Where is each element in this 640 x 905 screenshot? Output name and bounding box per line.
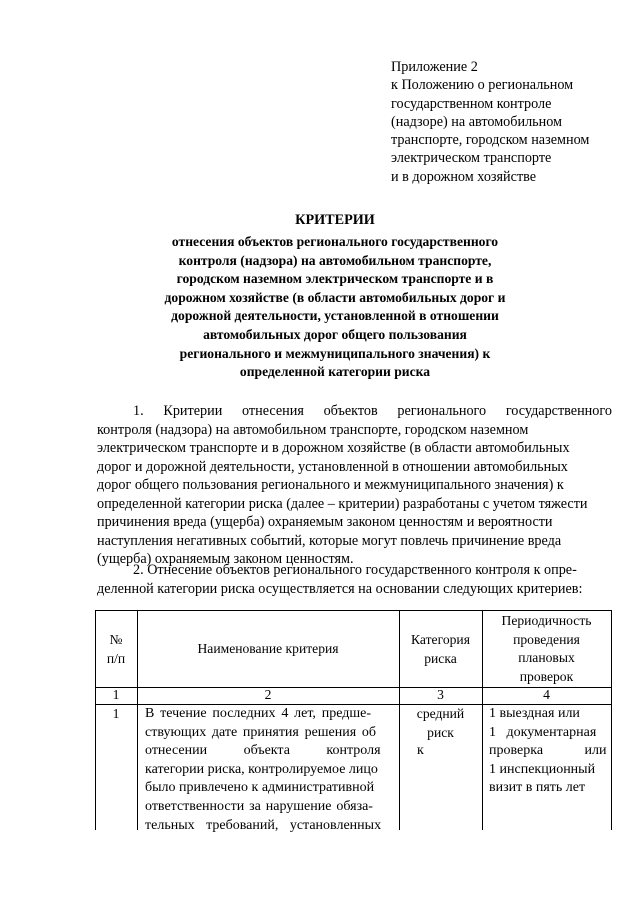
risk-category-line: риск: [427, 724, 454, 740]
criterion-line: ответственности за нарушение обяза-: [145, 799, 373, 814]
header-period-line: плановых: [518, 650, 575, 666]
appendix-line: Приложение 2: [391, 59, 478, 75]
word: 1.: [133, 403, 144, 419]
column-number: 3: [437, 687, 444, 702]
header-num: [95, 631, 137, 668]
paragraph-line: определенной категории риска (далее – критерии) разработаны с учетом тяжести: [97, 495, 588, 512]
periodicity-line: 1 документарная: [489, 724, 597, 740]
paragraph-2: [97, 561, 612, 598]
appendix-line: и в дорожном хозяйстве: [391, 168, 537, 185]
header-num-line: №: [109, 632, 123, 647]
periodicity-line: визит в пять лет: [489, 780, 586, 796]
header-periodicity: [482, 612, 611, 686]
risk-category-line: средний: [416, 706, 465, 721]
criterion-line: категории риска, контролируемое лицо: [145, 761, 378, 777]
appendix-line: к Положению о региональном: [391, 77, 574, 94]
row-number: 1: [112, 706, 120, 721]
subtitle-line: автомобильных дорог общего пользования: [203, 326, 467, 342]
subtitle-line: дорожной деятельности, установленной в отношении: [171, 308, 499, 324]
paragraph-first-line: [97, 402, 612, 421]
appendix-line: государственном контроле: [391, 95, 552, 112]
paragraph-line: деленной категории риска осуществляется на основании следующих критериев:: [97, 580, 583, 597]
column-number: 2: [264, 687, 272, 702]
subtitle-line: отнесения объектов регионального государственного: [171, 234, 499, 249]
subtitle-line: определенной категории риска: [239, 364, 431, 380]
criterion-line: В течение последних 4 лет, предше-: [145, 706, 372, 721]
paragraph-line: электрическом транспорте и в дорожном хозяйстве (в области автомобильных: [97, 440, 570, 456]
paragraph-line: наступления негативных событий, которые могут повлечь причинение вреда: [97, 532, 562, 549]
subtitle-line: городском наземном электрическом транспорте и в: [176, 271, 494, 287]
word: Критерии: [163, 403, 223, 419]
appendix-line: (надзоре) на автомобильном: [391, 113, 563, 130]
risk-category: [399, 705, 482, 742]
word: государственного: [505, 403, 612, 419]
criterion-line: ствующих дате принятия решения об: [145, 724, 377, 740]
periodicity-line: 1 инспекционный: [489, 761, 596, 777]
table-rule: [611, 610, 612, 830]
periodicity-line: проверка или: [489, 743, 607, 759]
header-category-line: Категория: [411, 632, 470, 647]
paragraph-last-line: (ущерба) охраняемым законом ценностям.: [97, 551, 354, 567]
column-number: 1: [112, 687, 120, 702]
paragraph-line: дорог общего пользования регионального и межмуниципального значения) к: [97, 477, 564, 493]
criterion-line: тельных требований, установленных: [145, 817, 382, 833]
document-subtitle: [150, 233, 520, 382]
header-num-line: п/п: [106, 650, 126, 666]
header-period-line: проведения: [513, 631, 580, 647]
appendix-block: [391, 58, 631, 186]
appendix-line: транспорте, городском наземном: [391, 132, 590, 149]
header-criterion: Наименование критерия: [197, 641, 339, 656]
criterion-line: отнесении объекта контроля к: [145, 743, 424, 759]
header-category-line: риска: [424, 650, 457, 666]
header-category: [399, 631, 482, 668]
paragraph-1: [97, 402, 612, 569]
periodicity-line: 1 выездная или: [489, 706, 580, 721]
criterion-line: было привлечено к административной: [145, 780, 375, 796]
paragraph-line: контроля (надзора) на автомобильном транспорте, городском наземном: [97, 421, 529, 438]
word: объектов: [323, 403, 378, 419]
subtitle-line: дорожном хозяйстве (в области автомобильных дорог и: [164, 289, 506, 305]
word: отнесения: [242, 403, 304, 419]
table-rule: [95, 610, 612, 611]
subtitle-line: регионального и межмуниципального значения) к: [179, 345, 491, 361]
paragraph-line: причинения вреда (ущерба) охраняемым законом ценностям и вероятности: [97, 514, 553, 530]
word: регионального: [397, 403, 487, 419]
header-period-line: проверок: [519, 668, 574, 684]
paragraph-line: 2. Отнесение объектов регионального государственного контроля к опре-: [133, 562, 577, 578]
document-title: КРИТЕРИИ: [295, 212, 375, 228]
appendix-line: электрическом транспорте: [391, 150, 552, 167]
subtitle-line: контроля (надзора) на автомобильном транспорте,: [178, 252, 492, 268]
column-number: 4: [543, 687, 550, 702]
paragraph-line: дорог и дорожной деятельности, установленной в отношении автомобильных: [97, 458, 568, 475]
header-period-line: Периодичность: [501, 613, 592, 628]
